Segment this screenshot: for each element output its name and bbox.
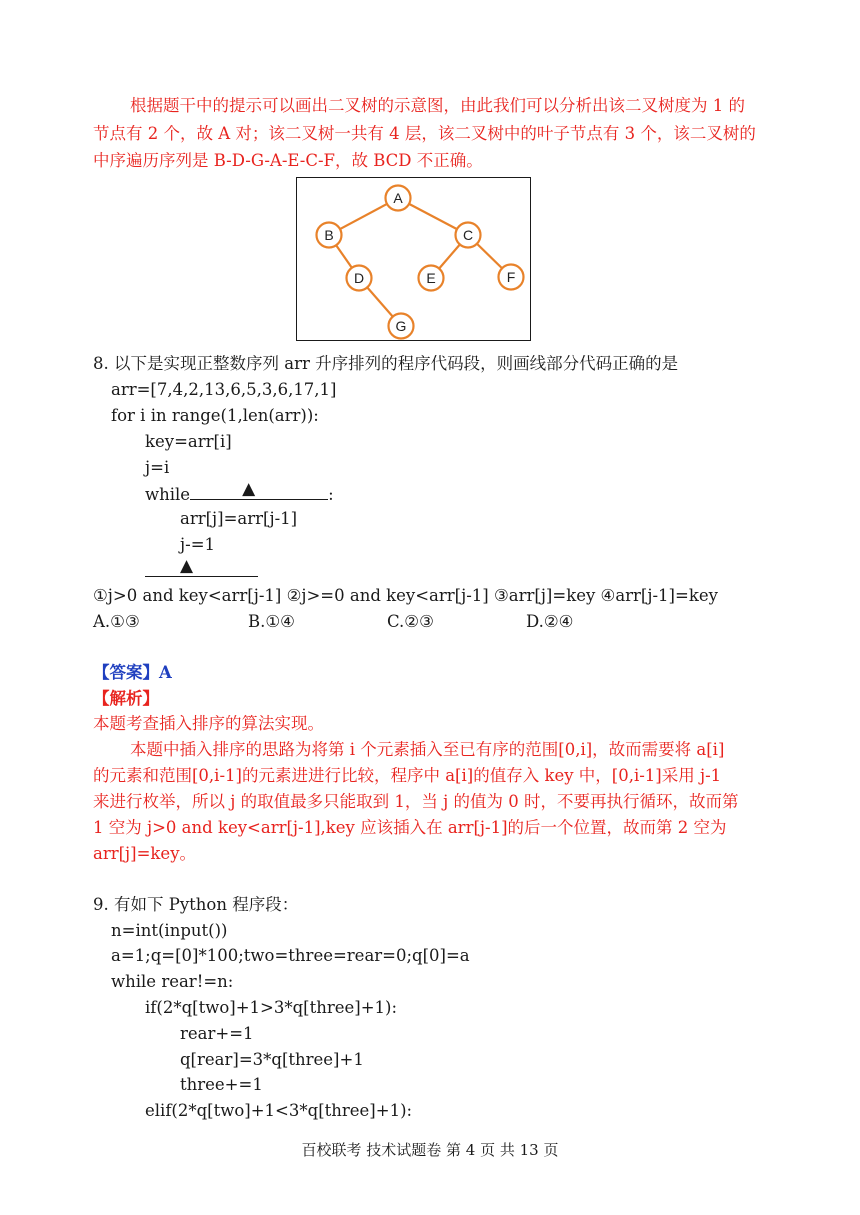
tree-node-label: G — [395, 318, 407, 334]
q9-code-line: a=1;q=[0]*100;two=three=rear=0;q[0]=a — [111, 946, 470, 965]
q8-code-line-while — [145, 479, 334, 505]
tree-edge-a-b — [340, 204, 387, 229]
q9-code-line: if(2*q[two]+1>3*q[three]+1): — [145, 998, 398, 1017]
tree-node-label: F — [506, 269, 516, 285]
q8-code-line: arr=[7,4,2,13,6,5,3,6,17,1] — [111, 380, 337, 399]
binary-tree-diagram — [296, 177, 531, 341]
tree-edge-c-f — [477, 244, 502, 269]
tree-node-d — [347, 266, 372, 291]
q9-code-line: while rear!=n: — [111, 972, 234, 991]
blank-2 — [145, 556, 258, 577]
q9-stem: 9. 有如下 Python 程序段： — [93, 895, 299, 914]
tree-node-label: B — [324, 227, 334, 243]
explanation-line-3: 中序遍历序列是 B-D-G-A-E-C-F，故 BCD 不正确。 — [93, 151, 483, 170]
q9-code-line: q[rear]=3*q[three]+1 — [180, 1050, 364, 1069]
explanation-line-2: 节点有 2 个，故 A 对；该二叉树一共有 4 层，该二叉树中的叶子节点有 3 个，该二叉树的 — [93, 124, 756, 143]
q8-options: ①j>0 and key<arr[j-1] ②j>=0 and key<arr[j-1] ③arr[j]=key ④arr[j-1]=key — [93, 586, 718, 605]
q8-code-line: j=i — [145, 458, 170, 477]
analysis-line: arr[j]=key。 — [93, 844, 197, 863]
q8-choice-b: B.①④ — [248, 612, 295, 631]
analysis-paragraph-1: 本题考查插入排序的算法实现。 — [93, 714, 324, 733]
q8-choice-d: D.②④ — [526, 612, 574, 631]
tree-node-label: C — [462, 227, 474, 243]
tree-edge-a-c — [409, 204, 457, 229]
tree-node-label: D — [353, 270, 365, 286]
tree-node-b — [317, 223, 342, 248]
q9-code-line: three+=1 — [180, 1075, 263, 1094]
q9-code-line: n=int(input()) — [111, 921, 228, 940]
q8-choice-a: A.①③ — [93, 612, 140, 631]
q8-code-line: j-=1 — [180, 535, 216, 554]
blank-1 — [190, 479, 328, 500]
q9-code-line: rear+=1 — [180, 1024, 254, 1043]
q8-stem: 8. 以下是实现正整数序列 arr 升序排列的程序代码段，则画线部分代码正确的是 — [93, 354, 679, 373]
q8-choice-c: C.②③ — [387, 612, 434, 631]
q8-code-line: arr[j]=arr[j-1] — [180, 509, 298, 528]
tree-node-e — [419, 266, 444, 291]
tree-edge-b-d — [336, 245, 352, 267]
analysis-line: 1 空为 j>0 and key<arr[j-1],key 应该插入在 arr[j-1]的后一个位置，故而第 2 空为 — [93, 818, 727, 837]
while-keyword: while — [145, 485, 191, 504]
while-colon: : — [328, 485, 334, 504]
triangle-marker: ▲ — [242, 479, 256, 499]
answer-label: 【答案】A — [93, 663, 172, 682]
tree-node-label: A — [393, 190, 403, 206]
tree-node-g — [389, 314, 414, 339]
analysis-line: 的元素和范围[0,i-1]的元素进进行比较，程序中 a[i]的值存入 key 中，[0,i-1]采用 j-1 — [93, 766, 722, 785]
tree-node-a — [386, 186, 411, 211]
q9-code-line: elif(2*q[two]+1<3*q[three]+1): — [145, 1101, 413, 1120]
analysis-label: 【解析】 — [93, 689, 159, 708]
tree-node-f — [499, 265, 524, 290]
triangle-marker: ▲ — [180, 556, 194, 576]
analysis-line: 本题中插入排序的思路为将第 i 个元素插入至已有序的范围[0,i]，故而需要将 a[i] — [130, 740, 725, 759]
q8-code-line: key=arr[i] — [145, 432, 232, 451]
tree-edge-c-e — [439, 244, 460, 268]
tree-node-c — [456, 223, 481, 248]
explanation-line-1: 根据题干中的提示可以画出二叉树的示意图，由此我们可以分析出该二叉树度为 1 的 — [130, 96, 745, 115]
tree-edge-d-g — [367, 287, 393, 316]
analysis-line: 来进行枚举，所以 j 的取值最多只能取到 1，当 j 的值为 0 时，不要再执行循环，故而第 — [93, 792, 739, 811]
page-footer: 百校联考 技术试题卷 第 4 页 共 13 页 — [301, 1141, 559, 1159]
q8-blank-2-line — [145, 556, 258, 582]
q8-code-line: for i in range(1,len(arr)): — [111, 406, 319, 425]
tree-node-label: E — [426, 270, 436, 286]
